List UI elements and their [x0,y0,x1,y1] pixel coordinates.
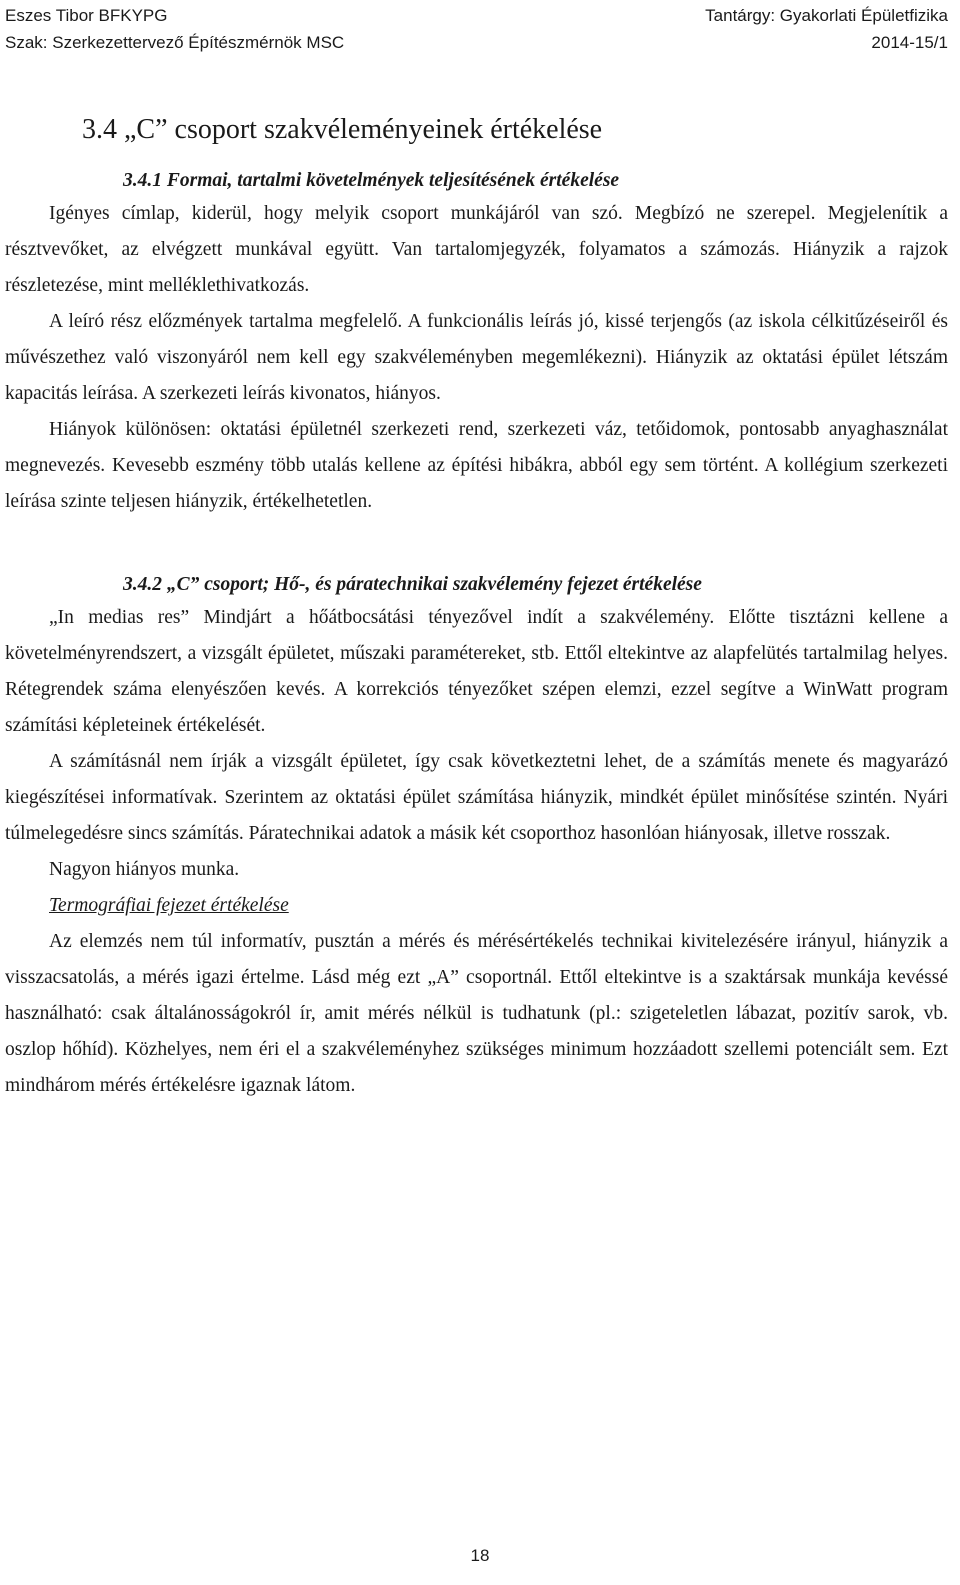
header-row-2 [5,29,948,56]
author-name: Eszes Tibor BFKYPG [5,6,168,25]
course-name: Tantárgy: Gyakorlati Épületfizika [705,6,948,25]
paragraph: Az elemzés nem túl informatív, pusztán a mérés és mérésértékelés technikai kivitelezésére irányul, hiányzik a visszacsatolás, a mérés igazi értelme. Lásd még ezt „A” csoportnál. Ettől eltekintve is a szaktársak munkája kevéssé használható: csak általánosságokról ír, amit mérés nélkül is tudhatunk (pl.: szigeteletlen lábazat, pozitív sarok, vb. oszlop hőhíd). Közhelyes, nem éri el a szakvéleményhez szükséges minimum hozzáadott szellemi potenciált sem. Ezt mindhárom mérés értékelésre igaznak látom. [5,931,948,1096]
paragraph: Nagyon hiányos munka. [49,859,240,880]
document-body [5,108,948,1104]
section-title: 3.4 „C” csoport szakvéleményeinek értékelése [82,114,603,145]
paragraph: A leíró rész előzmények tartalma megfelelő. A funkcionális leírás jó, kissé terjengős (az iskola célkitűzéseiről és művészethez való viszonyáról nem kell egy szakvéleményben megemlékezni). Hiányzik az oktatási épület létszám kapacitás leírása. A szerkezeti leírás kivonatos, hiányos. [5,311,948,404]
program-name: Szak: Szerkezettervező Építészmérnök MSC [5,33,345,52]
page-number: 18 [470,1546,490,1565]
subsection-title-thermography: Termográfiai fejezet értékelése [49,895,289,916]
semester: 2014-15/1 [871,33,948,52]
paragraph: A számításnál nem írják a vizsgált épületet, így csak következtetni lehet, de a számítás menete és magyarázó kiegészítései informatívak. Szerintem az oktatási épület számítása hiányzik, mindkét épület minősítése szintén. Nyári túlmelegedésre sincs számítás. Páratechnikai adatok a másik két csoporthoz hasonlóan hiányosak, illetve rosszak. [5,751,948,844]
subsection-title-formal: 3.4.1 Formai, tartalmi követelmények teljesítésének értékelése [123,170,620,191]
paragraph: „In medias res” Mindjárt a hőátbocsátási tényezővel indít a szakvélemény. Előtte tisztázni kellene a követelményrendszert, a vizsgált épületet, műszaki paramétereket, stb. Ettől eltekintve az alapfelütés tartalmilag helyes. Rétegrendek száma elenyészően kevés. A korrekciós tényezőket szépen elemzi, ezzel segítve a WinWatt program számítási képleteinek értékelését. [5,607,948,736]
page-header [5,2,948,56]
subsection-title-heat: 3.4.2 „C” csoport; Hő-, és páratechnikai szakvélemény fejezet értékelése [123,574,702,595]
header-row-1 [5,2,948,29]
paragraph: Igényes címlap, kiderül, hogy melyik csoport munkájáról van szó. Megbízó ne szerepel. Megjelenítik a résztvevőket, az elvégzett munkával együtt. Van tartalomjegyzék, folyamatos a számozás. Hiányzik a rajzok részletezése, mint melléklethivatkozás. [5,203,948,296]
paragraph: Hiányok különösen: oktatási épületnél szerkezeti rend, szerkezeti váz, tetőidomok, pontosabb anyaghasználat megnevezés. Kevesebb eszmény több utalás kellene az építési hibákra, abból egy sem történt. A kollégium szerkezeti leírása szinte teljesen hiányzik, értékelhetetlen. [5,419,948,512]
